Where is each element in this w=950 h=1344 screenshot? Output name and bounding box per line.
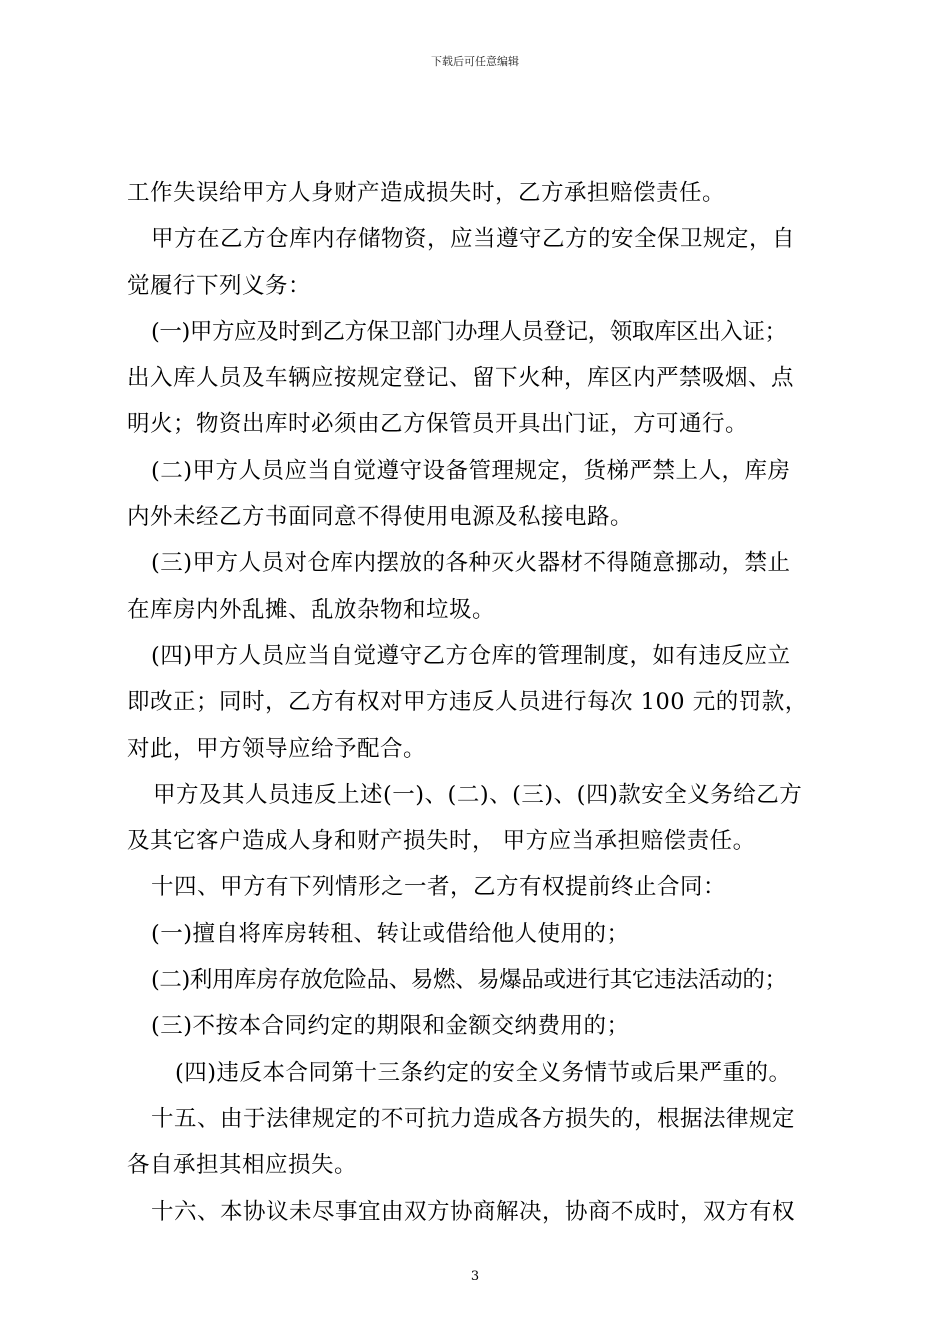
text-line: 明火；物资出库时必须由乙方保管员开具出门证，方可通行。 <box>127 411 749 438</box>
text-line: 各自承担其相应损失。 <box>127 1152 358 1179</box>
text-line: (三)甲方人员对仓库内摆放的各种灭火器材不得随意挪动，禁止 <box>151 550 791 577</box>
text-line: (四)违反本合同第十三条约定的安全义务情节或后果严重的。 <box>175 1059 792 1086</box>
text-line: (四)甲方人员应当自觉遵守乙方仓库的管理制度，如有违反应立 <box>151 642 791 669</box>
text-line: 内外未经乙方书面同意不得使用电源及私接电路。 <box>127 504 634 531</box>
text-line: 在库房内外乱摊、乱放杂物和垃圾。 <box>127 596 496 623</box>
text-line: 觉履行下列义务： <box>127 272 312 299</box>
text-line: 及其它客户造成人身和财产损失时， 甲方应当承担赔偿责任。 <box>127 828 756 855</box>
text-line: 十六、本协议未尽事宜由双方协商解决，协商不成时，双方有权 <box>151 1198 796 1225</box>
text-line: (三)不按本合同约定的期限和金额交纳费用的； <box>151 1013 630 1040</box>
text-line: (二)甲方人员应当自觉遵守设备管理规定，货梯严禁上人，库房 <box>151 457 791 484</box>
text-line: (二)利用库房存放危险品、易燃、易爆品或进行其它违法活动的； <box>151 967 787 994</box>
page-number: 3 <box>470 1269 480 1284</box>
text-line: (一)擅自将库房转租、转让或借给他人使用的； <box>151 920 630 947</box>
text-line: 十五、由于法律规定的不可抗力造成各方损失的，根据法律规定 <box>151 1105 796 1132</box>
text-line: 甲方及其人员违反上述(一)、(二)、(三)、(四)款安全义务给乙方 <box>153 781 803 808</box>
text-line: 甲方在乙方仓库内存储物资，应当遵守乙方的安全保卫规定，自 <box>151 226 796 253</box>
document-body <box>127 170 839 1235</box>
text-line: (一)甲方应及时到乙方保卫部门办理人员登记，领取库区出入证； <box>151 318 787 345</box>
text-line: 出入库人员及车辆应按规定登记、留下火种，库区内严禁吸烟、点 <box>127 365 795 392</box>
text-line: 十四、甲方有下列情形之一者，乙方有权提前终止合同： <box>151 874 727 901</box>
text-line: 即改正；同时，乙方有权对甲方违反人员进行每次 100 元的罚款， <box>127 689 808 716</box>
page-header: 下载后可任意编辑 <box>431 55 519 68</box>
text-line: 工作失误给甲方人身财产造成损失时，乙方承担赔偿责任。 <box>127 180 726 206</box>
text-line: 对此，甲方领导应给予配合。 <box>127 735 427 762</box>
